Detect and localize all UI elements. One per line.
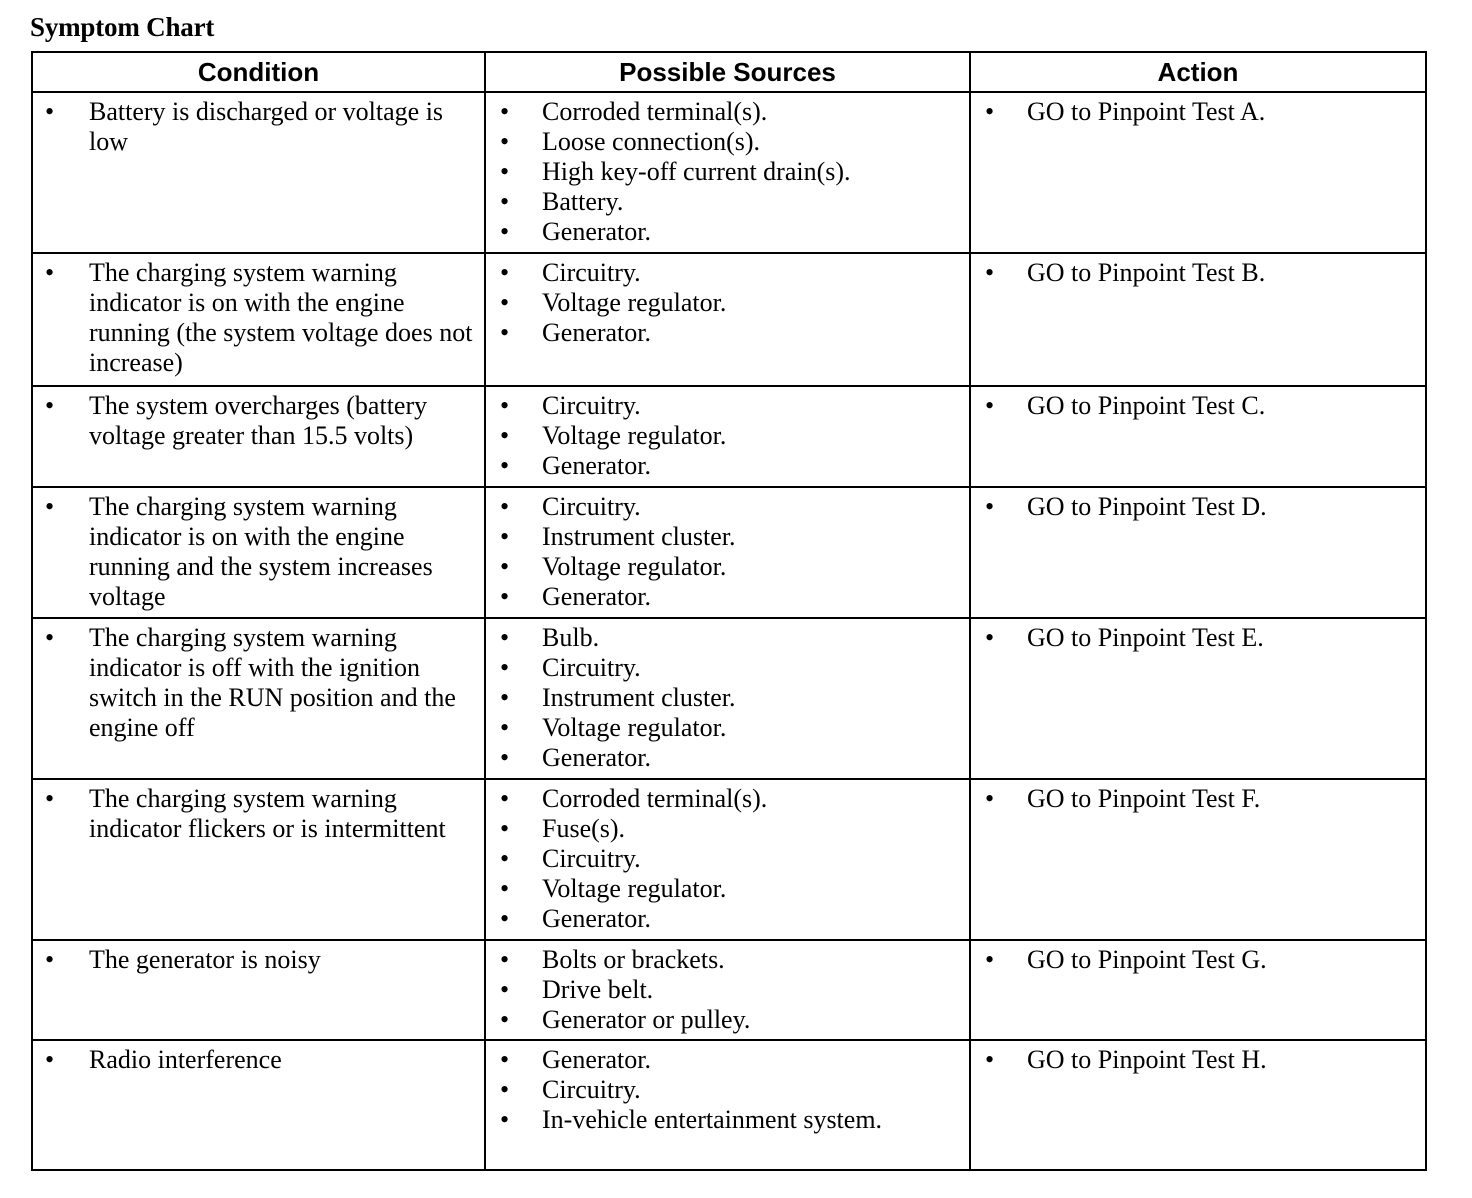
sources-cell (485, 618, 970, 779)
source-item: • Bulb. (486, 623, 969, 653)
condition-text: • The charging system warning indicator is on with the engine running and the system increases voltage (33, 492, 484, 612)
symptom-table (31, 51, 1427, 1171)
condition-cell (32, 92, 485, 253)
condition-text: • The system overcharges (battery voltage greater than 15.5 volts) (33, 391, 484, 451)
table-row (32, 618, 1426, 779)
action-text: • GO to Pinpoint Test H. (971, 1045, 1425, 1075)
source-item: • Instrument cluster. (486, 522, 969, 552)
source-item: • High key-off current drain(s). (486, 157, 969, 187)
table-row (32, 92, 1426, 253)
source-item: • Generator. (486, 743, 969, 773)
source-item: • Bolts or brackets. (486, 945, 969, 975)
condition-text: • Battery is discharged or voltage is low (33, 97, 484, 157)
source-item: • Circuitry. (486, 391, 969, 421)
source-item: • Fuse(s). (486, 814, 969, 844)
sources-cell (485, 487, 970, 618)
condition-cell (32, 386, 485, 487)
action-text: • GO to Pinpoint Test A. (971, 97, 1425, 127)
action-cell (970, 253, 1426, 386)
action-text: • GO to Pinpoint Test C. (971, 391, 1425, 421)
header-condition: Condition (32, 52, 485, 92)
source-item: • Generator. (486, 318, 969, 348)
table-row (32, 487, 1426, 618)
action-cell (970, 386, 1426, 487)
source-item: • Voltage regulator. (486, 288, 969, 318)
action-cell (970, 1040, 1426, 1170)
sources-cell (485, 1040, 970, 1170)
action-text: • GO to Pinpoint Test G. (971, 945, 1425, 975)
condition-cell (32, 940, 485, 1040)
header-possible-sources: Possible Sources (485, 52, 970, 92)
header-action: Action (970, 52, 1426, 92)
source-item: • Loose connection(s). (486, 127, 969, 157)
condition-cell (32, 1040, 485, 1170)
action-cell (970, 487, 1426, 618)
table-header-row (32, 52, 1426, 92)
source-item: • Circuitry. (486, 653, 969, 683)
source-item: • Corroded terminal(s). (486, 784, 969, 814)
action-cell (970, 940, 1426, 1040)
table-row (32, 779, 1426, 940)
action-text: • GO to Pinpoint Test B. (971, 258, 1425, 288)
page-title: Symptom Chart (30, 12, 215, 42)
action-text: • GO to Pinpoint Test F. (971, 784, 1425, 814)
action-text: • GO to Pinpoint Test D. (971, 492, 1425, 522)
condition-text: • Radio interference (33, 1045, 484, 1075)
source-item: • Instrument cluster. (486, 683, 969, 713)
condition-text: • The charging system warning indicator is off with the ignition switch in the RUN position and the engine off (33, 623, 484, 743)
source-item: • Circuitry. (486, 492, 969, 522)
condition-text: • The generator is noisy (33, 945, 484, 975)
sources-cell (485, 92, 970, 253)
sources-cell (485, 779, 970, 940)
source-item: • Circuitry. (486, 1075, 969, 1105)
source-item: • Circuitry. (486, 844, 969, 874)
action-cell (970, 618, 1426, 779)
condition-text: • The charging system warning indicator is on with the engine running (the system voltage does not increase) (33, 258, 484, 378)
source-item: • Drive belt. (486, 975, 969, 1005)
table-row (32, 1040, 1426, 1170)
condition-cell (32, 779, 485, 940)
table-row (32, 386, 1426, 487)
table-row (32, 940, 1426, 1040)
sources-cell (485, 940, 970, 1040)
condition-cell (32, 618, 485, 779)
source-item: • Generator. (486, 1045, 969, 1075)
table-row (32, 253, 1426, 386)
source-item: • Voltage regulator. (486, 421, 969, 451)
source-item: • Voltage regulator. (486, 874, 969, 904)
source-item: • Corroded terminal(s). (486, 97, 969, 127)
condition-text: • The charging system warning indicator flickers or is intermittent (33, 784, 484, 844)
source-item: • Generator. (486, 904, 969, 934)
action-cell (970, 779, 1426, 940)
action-cell (970, 92, 1426, 253)
source-item: • Voltage regulator. (486, 713, 969, 743)
source-item: • Voltage regulator. (486, 552, 969, 582)
condition-cell (32, 487, 485, 618)
source-item: • Generator or pulley. (486, 1005, 969, 1035)
source-item: • Battery. (486, 187, 969, 217)
action-text: • GO to Pinpoint Test E. (971, 623, 1425, 653)
source-item: • Generator. (486, 582, 969, 612)
source-item: • Generator. (486, 451, 969, 481)
sources-cell (485, 386, 970, 487)
sources-cell (485, 253, 970, 386)
source-item: • Generator. (486, 217, 969, 247)
source-item: • Circuitry. (486, 258, 969, 288)
condition-cell (32, 253, 485, 386)
source-item: • In-vehicle entertainment system. (486, 1105, 969, 1135)
